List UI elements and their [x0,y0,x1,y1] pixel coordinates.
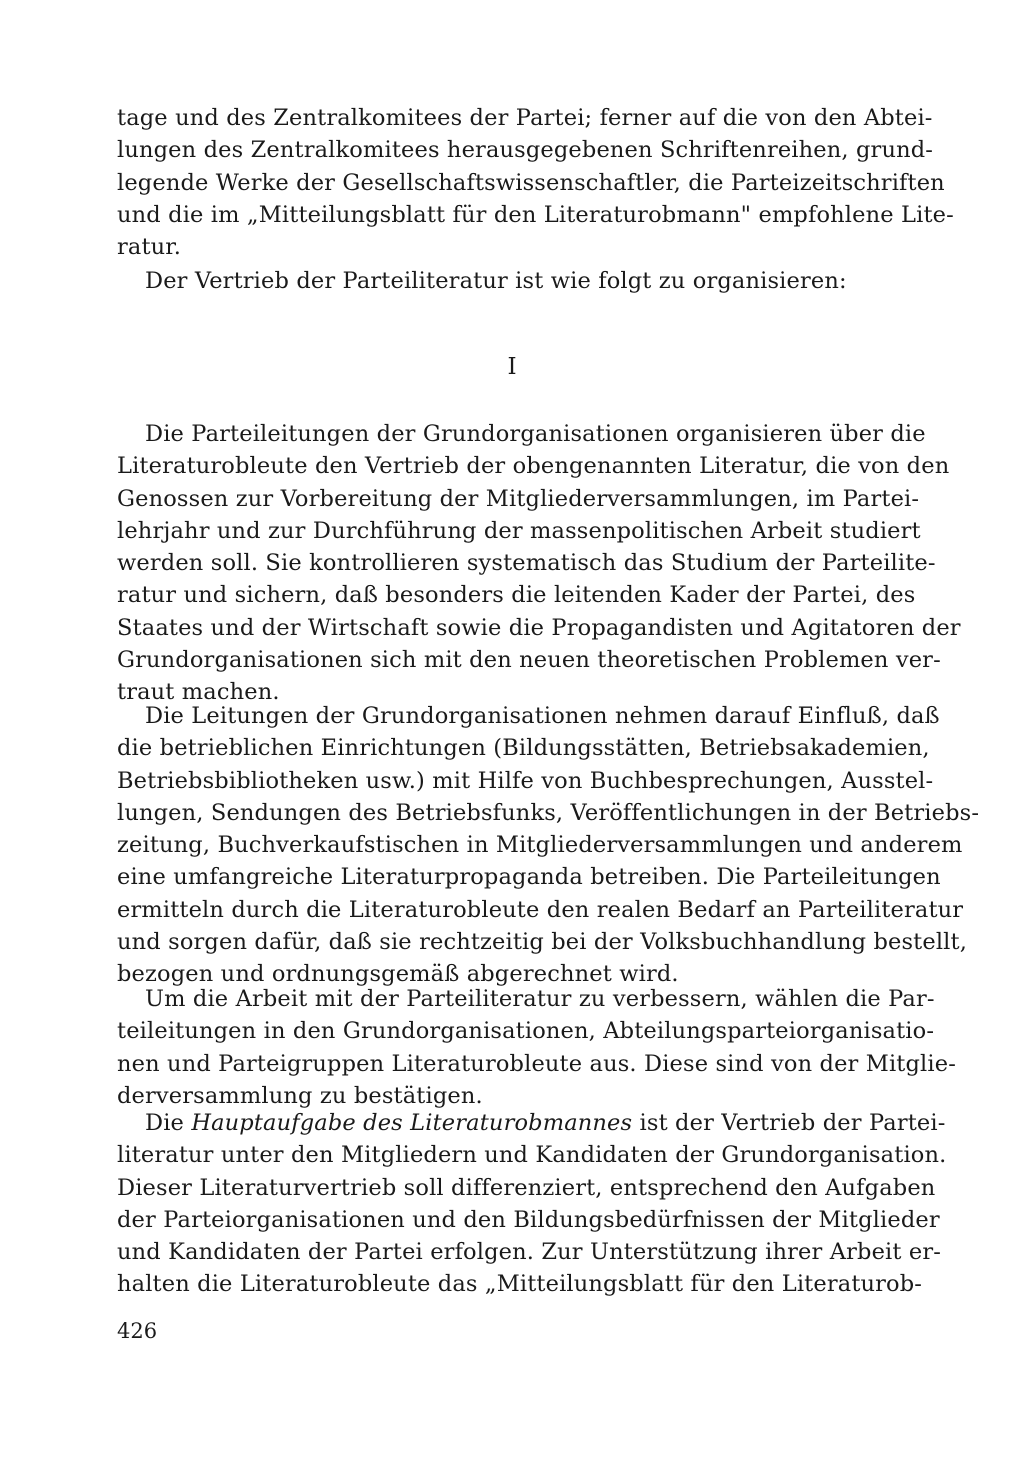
text-line [117,1107,946,1139]
intro-text [117,102,954,298]
text-line: ermitteln durch die Literaturobleute den realen Bedarf an Parteiliteratur [117,896,964,923]
text-line: Literaturobleute den Vertrieb der obengenannten Literatur, die von den [117,453,950,480]
text-line: Die Parteileitungen der Grundorganisationen organisieren über die [145,421,926,447]
text-line: ratur und sichern, daß besonders die leitenden Kader der Partei, des [117,582,916,609]
text-line: lungen, Sendungen des Betriebsfunks, Veröffentlichungen in der Betriebs- [117,799,980,826]
text-line: Staates und der Wirtschaft sowie die Propagandisten und Agitatoren der [117,614,961,641]
text-line: eine umfangreiche Literaturpropaganda betreiben. Die Parteileitungen [117,864,941,891]
text-line: zeitung, Buchverkaufstischen in Mitgliederversammlungen und anderem [117,832,963,859]
text-line: und die im „Mitteilungsblatt für den Literaturobmann" empfohlene Lite- [117,201,954,228]
text-line: die betrieblichen Einrichtungen (Bildungsstätten, Betriebsakademien, [117,735,930,762]
paragraph [117,983,956,1112]
text-line: Genossen zur Vorbereitung der Mitgliederversammlungen, im Partei- [117,485,920,512]
text-line: Die Leitungen der Grundorganisationen nehmen darauf Einfluß, daß [145,703,940,729]
text-line: halten die Literaturobleute das „Mitteilungsblatt für den Literaturob- [117,1271,923,1298]
text-line: lehrjahr und zur Durchführung der massenpolitischen Arbeit studiert [117,517,921,544]
text-line: lungen des Zentralkomitees herausgegebenen Schriftenreihen, grund- [117,137,934,164]
text-line: und sorgen dafür, daß sie rechtzeitig bei der Volksbuchhandlung bestellt, [117,929,968,956]
text-line: werden soll. Sie kontrollieren systematisch das Studium der Parteilite- [117,550,936,577]
text-line: ratur. [117,234,182,261]
text-line: Um die Arbeit mit der Parteiliteratur zu verbessern, wählen die Par- [145,986,935,1012]
text-fragment: Die [145,1110,192,1136]
text-line: Der Vertrieb der Parteiliteratur ist wie folgt zu organisieren: [145,268,847,295]
text-line: und Kandidaten der Partei erfolgen. Zur Unterstützung ihrer Arbeit er- [117,1239,942,1266]
text-fragment: ist der Vertrieb der Partei- [632,1110,946,1136]
text-line: bezogen und ordnungsgemäß abgerechnet wird. [117,961,679,988]
page-number: 426 [117,1319,158,1343]
text-line: literatur unter den Mitgliedern und Kandidaten der Grundorganisation. [117,1142,947,1169]
section-heading: I [507,354,517,380]
emphasized-phrase: Hauptaufgabe des Literaturobmannes [191,1110,633,1136]
paragraph [117,418,961,709]
text-line: Grundorganisationen sich mit den neuen theoretischen Problemen ver- [117,647,941,674]
text-line: legende Werke der Gesellschaftswissenschaftler, die Parteizeitschriften [117,169,945,196]
paragraph [117,1107,947,1301]
text-line: derversammlung zu bestätigen. [117,1082,483,1109]
text-line: teileitungen in den Grundorganisationen, Abteilungsparteiorganisatio- [117,1018,935,1045]
text-line: tage und des Zentralkomitees der Partei; ferner auf die von den Abtei- [117,105,933,131]
text-line: Dieser Literaturvertrieb soll differenziert, entsprechend den Aufgaben [117,1174,936,1201]
text-line: Betriebsbibliotheken usw.) mit Hilfe von Buchbesprechungen, Ausstel- [117,767,934,794]
text-line: der Parteiorganisationen und den Bildungsbedürfnissen der Mitglieder [117,1206,940,1233]
text-line: traut machen. [117,679,280,706]
paragraph [117,700,980,991]
text-line: nen und Parteigruppen Literaturobleute aus. Diese sind von der Mitglie- [117,1050,956,1077]
